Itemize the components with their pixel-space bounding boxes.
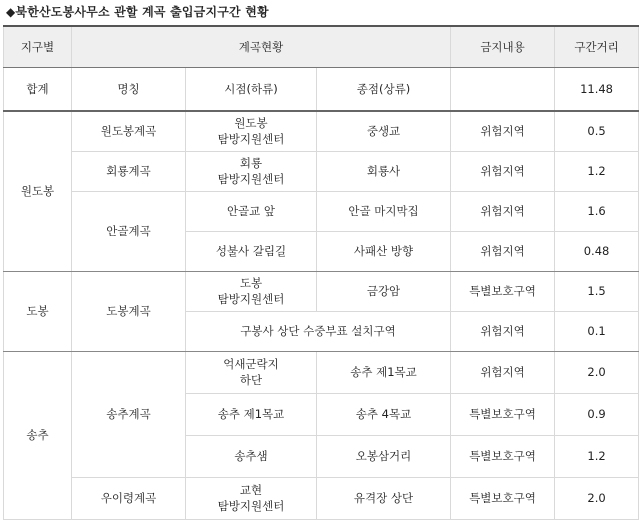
end-point: 송추 4목교 <box>317 393 451 435</box>
start-point: 도봉 탐방지원센터 <box>186 271 317 311</box>
distance-value: 2.0 <box>555 477 639 519</box>
header-district: 지구별 <box>4 26 72 68</box>
distance-value: 1.2 <box>555 151 639 191</box>
valley-name: 회룡계곡 <box>72 151 186 191</box>
total-distance: 11.48 <box>555 68 639 112</box>
restriction-type: 위험지역 <box>451 111 555 151</box>
table-row <box>4 111 639 151</box>
distance-value: 1.2 <box>555 435 639 477</box>
start-point: 성불사 갈림길 <box>186 231 317 271</box>
distance-value: 0.1 <box>555 311 639 351</box>
distance-value: 0.5 <box>555 111 639 151</box>
end-point: 중생교 <box>317 111 451 151</box>
distance-value: 0.48 <box>555 231 639 271</box>
subheader-start: 시점(하류) <box>186 68 317 112</box>
start-point: 송추샘 <box>186 435 317 477</box>
start-point: 교현 탐방지원센터 <box>186 477 317 519</box>
start-point: 억새군락지 하단 <box>186 351 317 393</box>
start-point: 원도봉 탐방지원센터 <box>186 111 317 151</box>
subheader-name: 명칭 <box>72 68 186 112</box>
end-point: 오봉삼거리 <box>317 435 451 477</box>
document-title: ◆북한산도봉사무소 관할 계곡 출입금지구간 현황 <box>6 5 269 19</box>
table-row <box>4 191 639 231</box>
total-row <box>4 68 639 112</box>
end-point: 사패산 방향 <box>317 231 451 271</box>
section-span: 구봉사 상단 수중부표 설치구역 <box>186 311 451 351</box>
restriction-type: 위험지역 <box>451 191 555 231</box>
restricted-zone-table <box>3 25 639 520</box>
table-row <box>4 477 639 519</box>
start-point: 회룡 탐방지원센터 <box>186 151 317 191</box>
restriction-type: 위험지역 <box>451 231 555 271</box>
valley-name: 안골계곡 <box>72 191 186 271</box>
start-point: 안골교 앞 <box>186 191 317 231</box>
restriction-type: 특별보호구역 <box>451 393 555 435</box>
total-restriction-empty <box>451 68 555 112</box>
district-cell: 원도봉 <box>4 111 72 271</box>
start-point: 송추 제1목교 <box>186 393 317 435</box>
restriction-type: 위험지역 <box>451 311 555 351</box>
table-row <box>4 151 639 191</box>
restriction-type: 위험지역 <box>451 351 555 393</box>
end-point: 안골 마지막집 <box>317 191 451 231</box>
distance-value: 2.0 <box>555 351 639 393</box>
valley-name: 송추계곡 <box>72 351 186 477</box>
header-row <box>4 26 639 68</box>
restriction-type: 위험지역 <box>451 151 555 191</box>
distance-value: 1.6 <box>555 191 639 231</box>
distance-value: 0.9 <box>555 393 639 435</box>
end-point: 금강암 <box>317 271 451 311</box>
district-cell: 송추 <box>4 351 72 519</box>
restriction-type: 특별보호구역 <box>451 477 555 519</box>
total-label: 합계 <box>4 68 72 112</box>
restriction-type: 특별보호구역 <box>451 435 555 477</box>
distance-value: 1.5 <box>555 271 639 311</box>
end-point: 송추 제1목교 <box>317 351 451 393</box>
valley-name: 도봉계곡 <box>72 271 186 351</box>
table-row <box>4 351 639 393</box>
valley-name: 우이령계곡 <box>72 477 186 519</box>
header-valley-status: 계곡현황 <box>72 26 451 68</box>
end-point: 유격장 상단 <box>317 477 451 519</box>
table-row <box>4 271 639 311</box>
valley-name: 원도봉계곡 <box>72 111 186 151</box>
header-distance: 구간거리 <box>555 26 639 68</box>
district-cell: 도봉 <box>4 271 72 351</box>
end-point: 회룡사 <box>317 151 451 191</box>
restriction-type: 특별보호구역 <box>451 271 555 311</box>
header-restriction: 금지내용 <box>451 26 555 68</box>
subheader-end: 종점(상류) <box>317 68 451 112</box>
